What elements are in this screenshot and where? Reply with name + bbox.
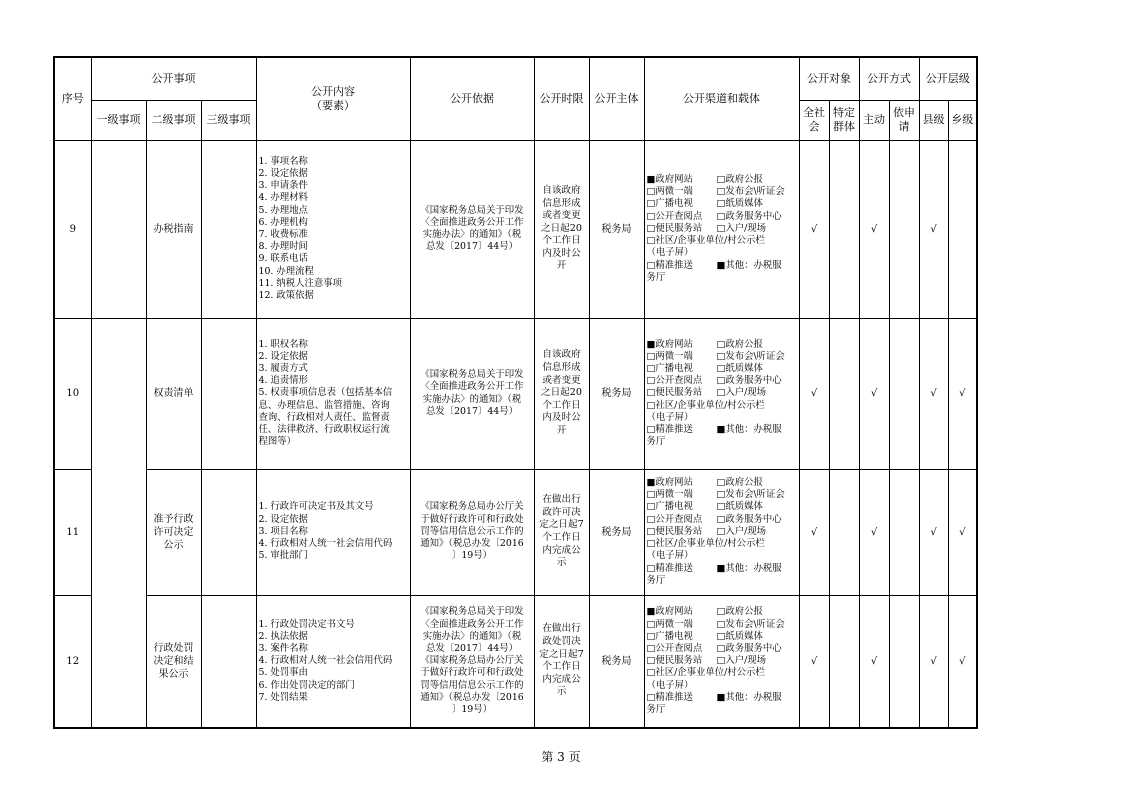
channel-option: □广播电视	[646, 198, 693, 210]
row-seq: 9	[54, 140, 91, 318]
channel-option: □政务服务中心	[716, 642, 782, 654]
basis-line: 于做好行政许可和行政处	[420, 667, 524, 679]
level2-line: 公示	[163, 539, 184, 551]
table-row	[54, 140, 977, 318]
channel-line	[647, 211, 799, 223]
content-line: 12. 政策依据	[258, 290, 314, 302]
channel-line	[647, 477, 799, 489]
channel-option: ■政府网站	[646, 338, 693, 350]
object-specific-check	[829, 140, 859, 318]
header-method-active: 主动	[859, 100, 889, 140]
header-method-apply	[889, 100, 919, 140]
basis-cell	[410, 318, 534, 469]
basis-line: 〕19号）	[451, 703, 493, 715]
header-county: 县级	[919, 100, 948, 140]
channel-option	[717, 667, 799, 679]
header-object-all	[799, 100, 829, 140]
time-line: 之日起20	[541, 222, 582, 234]
basis-cell	[410, 595, 534, 728]
row-seq: 12	[54, 595, 91, 728]
level-township-check: √	[948, 595, 977, 728]
time-line: 定之日起7	[539, 519, 584, 531]
content-line: 6. 作出处罚决定的部门	[258, 679, 355, 691]
object-all-check: √	[799, 595, 829, 728]
level3-cell	[201, 318, 256, 469]
header-level: 公开层级	[919, 57, 977, 100]
content-line: 5. 审批部门	[258, 550, 308, 562]
content-line: 任、法律救济、行政职权运行流	[258, 424, 390, 435]
subject-cell: 税务局	[589, 140, 644, 318]
object-specific-check	[829, 595, 859, 728]
method-apply-check	[889, 469, 919, 595]
content-line: 1. 行政处罚决定书文号	[258, 618, 355, 630]
basis-line: 总发〔2017〕44号）	[425, 405, 519, 417]
level2-cell	[146, 595, 201, 728]
time-cell	[534, 140, 589, 318]
channel-line	[647, 575, 799, 587]
basis-line: 实施办法〉的通知》（税	[422, 393, 522, 405]
subject-cell: 税务局	[589, 318, 644, 469]
header-level1: 一级事项	[91, 100, 146, 140]
channel-option: 务厅	[646, 703, 666, 715]
header-seq: 序号	[54, 57, 91, 140]
channel-option: □广播电视	[646, 630, 693, 642]
channel-line	[647, 692, 799, 704]
basis-line: 实施办法〉的通知》（税	[422, 229, 522, 240]
channel-option: （电子屏）	[646, 247, 694, 259]
channel-option	[717, 538, 799, 550]
channel-line	[647, 436, 799, 448]
channel-line	[647, 400, 799, 412]
channel-option: □两微一端	[646, 350, 693, 362]
channel-line	[647, 619, 799, 631]
content-line: 8. 办理时间	[258, 241, 308, 253]
object-specific-check	[829, 469, 859, 595]
channel-line	[647, 412, 799, 424]
basis-line: 罚等信用信息公示工作的	[420, 525, 524, 537]
header-object: 公开对象	[799, 57, 859, 100]
basis-line: 〈全面推进政务公开工作	[420, 216, 524, 228]
channel-option: □精准推送	[646, 424, 693, 435]
content-line: 5. 权责事项信息表（包括基本信	[258, 387, 393, 399]
channel-option: □便民服务站	[646, 655, 703, 667]
basis-line: 〕19号）	[451, 550, 493, 562]
level2-line: 办税指南	[153, 223, 194, 235]
time-cell	[534, 595, 589, 728]
content-line: 查询、行政相对人责任、监督责	[258, 411, 390, 423]
channel-option: ■政府网站	[646, 606, 693, 618]
subject-cell: 税务局	[589, 595, 644, 728]
channel-option: （电子屏）	[646, 550, 694, 562]
header-subject: 公开主体	[589, 57, 644, 140]
method-apply-check	[889, 595, 919, 728]
basis-line: 〈全面推进政务公开工作	[420, 381, 524, 393]
content-line: 3. 申请条件	[258, 180, 308, 192]
channel-option: □便民服务站	[646, 525, 703, 537]
basis-line: 《国家税务总局办公厅关	[420, 501, 524, 513]
time-line: 开	[556, 424, 567, 436]
channel-option: 务厅	[646, 574, 666, 586]
content-line: 3. 项目名称	[258, 525, 308, 537]
subject-cell: 税务局	[589, 469, 644, 595]
basis-line: 总发〔2017〕44号）	[425, 241, 519, 253]
channel-option: □便民服务站	[646, 222, 703, 234]
time-line: 信息形成	[542, 197, 581, 209]
channel-option: □社区/企事业单位/村公示栏	[646, 235, 765, 247]
channel-cell	[644, 318, 799, 469]
content-cell	[256, 140, 410, 318]
channel-cell	[644, 595, 799, 728]
channel-line	[647, 339, 799, 351]
table-row	[54, 469, 977, 595]
channel-option: □发布会\听证会	[716, 186, 785, 198]
time-line: 政处罚决	[542, 636, 581, 648]
content-line: 4. 行政相对人统一社会信用代码	[258, 538, 393, 550]
header-level3: 三级事项	[201, 100, 256, 140]
channel-option	[717, 272, 799, 284]
channel-option: □公开查阅点	[646, 210, 703, 222]
content-line: 9. 联系电话	[258, 253, 308, 265]
content-line: 1. 职权名称	[258, 338, 308, 350]
time-line: 或者变更	[542, 210, 581, 222]
channel-line	[647, 680, 799, 692]
header-content	[256, 57, 410, 140]
channel-option: 务厅	[646, 436, 666, 448]
channel-option: □公开查阅点	[646, 642, 703, 654]
channel-line	[647, 704, 799, 716]
level2-line: 权责清单	[153, 388, 194, 399]
level3-cell	[201, 140, 256, 318]
header-object-all-line1: 全社	[803, 106, 825, 119]
time-line: 或者变更	[542, 374, 581, 386]
level1-cell	[91, 140, 146, 318]
channel-option: （电子屏）	[646, 679, 694, 691]
time-cell	[534, 469, 589, 595]
channel-option	[717, 704, 799, 716]
channel-option: ■政府网站	[646, 174, 693, 186]
content-line: 4. 办理材料	[258, 192, 308, 204]
channel-line	[647, 643, 799, 655]
channel-line	[647, 198, 799, 210]
content-line: 程图等）	[258, 436, 297, 448]
basis-line: 《国家税务总局办公厅关	[420, 655, 524, 667]
level-township-check: √	[948, 469, 977, 595]
level-county-check: √	[919, 318, 948, 469]
level2-cell	[146, 140, 201, 318]
method-active-check: √	[859, 140, 889, 318]
time-line: 个工作日	[542, 235, 581, 247]
time-line: 内及时公	[542, 247, 581, 259]
time-line: 在做出行	[542, 623, 581, 635]
channel-option	[717, 550, 799, 562]
basis-line: 《国家税务总局关于印发	[420, 369, 524, 381]
channel-option: □广播电视	[646, 362, 693, 374]
channel-line	[647, 363, 799, 375]
time-line: 信息形成	[542, 362, 581, 374]
basis-cell	[410, 140, 534, 318]
channel-line	[647, 235, 799, 247]
header-content-line2: （要素）	[311, 98, 355, 112]
channel-line	[647, 606, 799, 618]
channel-option: ■政府网站	[646, 477, 693, 489]
content-line: 2. 设定依据	[258, 350, 308, 362]
content-line: 4. 追责情形	[258, 375, 308, 387]
time-line: 个工作日	[542, 661, 581, 673]
channel-line	[647, 351, 799, 363]
content-line: 7. 收费标准	[258, 229, 308, 240]
content-line: 3. 履责方式	[258, 362, 308, 374]
channel-option: □政务服务中心	[716, 210, 782, 222]
time-line: 个工作日	[542, 532, 581, 543]
level-township-check: √	[948, 318, 977, 469]
channel-line	[647, 655, 799, 667]
row-seq: 11	[54, 469, 91, 595]
header-object-specific	[829, 100, 859, 140]
content-line: 3. 案件名称	[258, 642, 308, 654]
channel-line	[647, 526, 799, 538]
channel-option: □纸质媒体	[716, 198, 763, 210]
channel-line	[647, 247, 799, 259]
table-row	[54, 595, 977, 728]
channel-option: ■其他：办税服	[716, 562, 782, 574]
level2-line: 决定和结	[153, 655, 194, 667]
basis-line: 于做好行政许可和行政处	[420, 513, 524, 525]
header-method-apply-line1: 依申	[893, 106, 915, 119]
time-line: 内完成公	[542, 673, 581, 685]
header-object-specific-line1: 特定	[833, 106, 855, 119]
channel-option: （电子屏）	[646, 411, 694, 423]
channel-option: □纸质媒体	[716, 362, 763, 374]
header-township: 乡级	[948, 100, 977, 140]
object-all-check: √	[799, 469, 829, 595]
content-line: 5. 办理地点	[258, 204, 308, 216]
channel-line	[647, 424, 799, 436]
channel-option: □公开查阅点	[646, 375, 703, 387]
channel-option: □广播电视	[646, 501, 693, 513]
channel-option	[717, 235, 799, 247]
channel-option	[717, 400, 799, 412]
time-line: 开	[556, 260, 567, 272]
header-time: 公开时限	[534, 57, 589, 140]
object-specific-check	[829, 318, 859, 469]
time-line: 在做出行	[542, 494, 581, 506]
method-active-check: √	[859, 595, 889, 728]
channel-option: □精准推送	[646, 259, 693, 271]
basis-cell	[410, 469, 534, 595]
content-line: 息、办理信息、监管措施、咨询	[258, 399, 390, 411]
channel-option: □社区/企事业单位/村公示栏	[646, 538, 765, 550]
level-county-check: √	[919, 469, 948, 595]
level2-line: 行政处罚	[153, 642, 194, 654]
channel-line	[647, 186, 799, 198]
header-basis: 公开依据	[410, 57, 534, 140]
content-cell	[256, 469, 410, 595]
time-line: 示	[556, 686, 567, 698]
channel-option: □入户/现场	[716, 222, 767, 234]
channel-option: □两微一端	[646, 186, 693, 198]
channel-option: ■其他：办税服	[716, 691, 782, 703]
channel-option: □政务服务中心	[716, 375, 782, 387]
level2-line: 许可决定	[153, 526, 194, 538]
disclosure-table	[53, 56, 978, 729]
method-apply-check	[889, 318, 919, 469]
time-line: 示	[556, 557, 567, 569]
header-object-specific-line2: 群体	[833, 120, 855, 133]
basis-line: 罚等信用信息公示工作的	[420, 679, 524, 691]
basis-line: 通知》（税总办发〔2016	[420, 691, 524, 703]
channel-option	[717, 575, 799, 587]
channel-line	[647, 260, 799, 272]
content-line: 2. 执法依据	[258, 630, 308, 642]
channel-option: □便民服务站	[646, 387, 703, 399]
level1-cell	[91, 318, 146, 728]
time-line: 定之日起7	[539, 648, 584, 660]
channel-line	[647, 538, 799, 550]
header-level2: 二级事项	[146, 100, 201, 140]
channel-option: □入户/现场	[716, 525, 767, 537]
method-apply-check	[889, 140, 919, 318]
header-method-apply-line2: 请	[898, 120, 910, 133]
channel-option	[717, 436, 799, 448]
channel-option: □发布会\听证会	[716, 618, 785, 630]
time-line: 自该政府	[542, 184, 581, 196]
channel-line	[647, 550, 799, 562]
page-number: 第 3 页	[541, 750, 581, 764]
basis-line: 通知》（税总办发〔2016	[420, 538, 524, 550]
channel-option: □纸质媒体	[716, 630, 763, 642]
channel-option: ■其他：办税服	[716, 259, 782, 271]
channel-cell	[644, 140, 799, 318]
channel-option: □政务服务中心	[716, 513, 782, 525]
channel-cell	[644, 469, 799, 595]
channel-option: □入户/现场	[716, 655, 767, 667]
basis-line: 《国家税务总局关于印发	[420, 204, 524, 216]
channel-line	[647, 223, 799, 235]
channel-line	[647, 514, 799, 526]
channel-option: □社区/企事业单位/村公示栏	[646, 399, 765, 411]
channel-option: □政府公报	[716, 477, 763, 489]
level-county-check: √	[919, 140, 948, 318]
time-line: 内完成公	[542, 544, 581, 556]
content-line: 1. 事项名称	[258, 155, 308, 167]
header-content-line1: 公开内容	[311, 84, 355, 98]
time-line: 个工作日	[542, 399, 581, 411]
channel-option	[717, 680, 799, 692]
content-line: 6. 办理机构	[258, 216, 308, 228]
channel-line	[647, 272, 799, 284]
channel-line	[647, 631, 799, 643]
content-cell	[256, 318, 410, 469]
table-body	[54, 140, 977, 728]
channel-option: □公开查阅点	[646, 513, 703, 525]
channel-option: ■其他：办税服	[716, 424, 782, 435]
level2-line: 准予行政	[153, 513, 194, 525]
channel-option	[717, 247, 799, 259]
channel-option: □政府公报	[716, 174, 763, 186]
level3-cell	[201, 595, 256, 728]
channel-line	[647, 563, 799, 575]
level2-cell	[146, 318, 201, 469]
basis-line: 《国家税务总局关于印发	[420, 606, 524, 618]
channel-line	[647, 387, 799, 399]
content-line: 10. 办理流程	[258, 265, 314, 277]
time-line: 内及时公	[542, 412, 581, 424]
channel-line	[647, 375, 799, 387]
basis-line: 实施办法〉的通知》（税	[422, 630, 522, 642]
time-cell	[534, 318, 589, 469]
object-all-check: √	[799, 140, 829, 318]
header-matter: 公开事项	[91, 57, 256, 100]
channel-line	[647, 489, 799, 501]
table-row	[54, 318, 977, 469]
content-line: 4. 行政相对人统一社会信用代码	[258, 655, 393, 667]
time-line: 之日起20	[541, 387, 582, 399]
header-channel: 公开渠道和载体	[644, 57, 799, 140]
header-method: 公开方式	[859, 57, 919, 100]
basis-line: 〈全面推进政务公开工作	[420, 618, 524, 630]
channel-option	[717, 412, 799, 424]
content-line: 5. 处罚事由	[258, 667, 308, 679]
channel-option: □纸质媒体	[716, 501, 763, 513]
level-county-check: √	[919, 595, 948, 728]
content-cell	[256, 595, 410, 728]
channel-option: □两微一端	[646, 618, 693, 630]
channel-line	[647, 501, 799, 513]
row-seq: 10	[54, 318, 91, 469]
content-line: 7. 处罚结果	[258, 691, 308, 703]
header-object-all-line2: 会	[808, 120, 820, 133]
basis-line: 总发〔2017〕44号）	[425, 642, 519, 654]
level3-cell	[201, 469, 256, 595]
level2-cell	[146, 469, 201, 595]
content-line: 2. 设定依据	[258, 513, 308, 525]
channel-option: 务厅	[646, 271, 666, 283]
channel-line	[647, 174, 799, 186]
channel-option: □精准推送	[646, 562, 693, 574]
content-line: 2. 设定依据	[258, 167, 308, 179]
channel-option: □精准推送	[646, 691, 693, 703]
level2-line: 果公示	[158, 668, 189, 680]
content-line: 11. 纳税人注意事项	[258, 277, 343, 289]
method-active-check: √	[859, 469, 889, 595]
object-all-check: √	[799, 318, 829, 469]
time-line: 政许可决	[542, 506, 581, 518]
time-line: 自该政府	[542, 349, 581, 361]
channel-option: □入户/现场	[716, 387, 767, 399]
channel-option: □发布会\听证会	[716, 489, 785, 501]
channel-option: □社区/企事业单位/村公示栏	[646, 667, 765, 679]
level-township-check	[948, 140, 977, 318]
content-line: 1. 行政许可决定书及其文号	[258, 501, 374, 513]
channel-line	[647, 667, 799, 679]
channel-option: □两微一端	[646, 489, 693, 501]
channel-option: □政府公报	[716, 606, 763, 618]
method-active-check: √	[859, 318, 889, 469]
channel-option: □发布会\听证会	[716, 350, 785, 362]
channel-option: □政府公报	[716, 338, 763, 350]
